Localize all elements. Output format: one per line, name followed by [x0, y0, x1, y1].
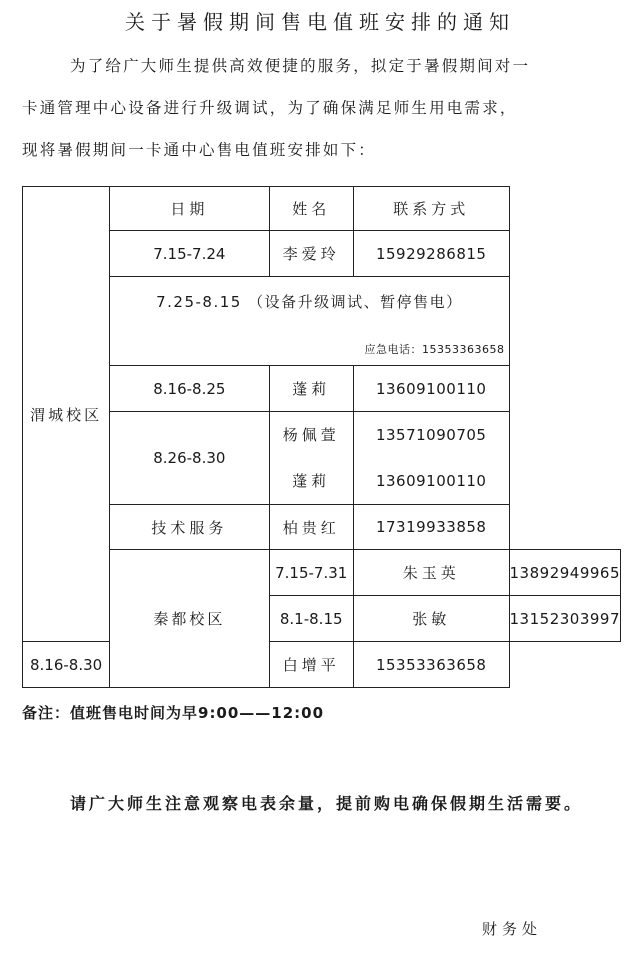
name-line-2: 蓬莉	[292, 472, 331, 490]
intro-line-2: 卡通管理中心设备进行升级调试，为了确保满足师生用电需求，	[22, 99, 518, 117]
notice-title: 关于暑假期间售电值班安排的通知	[125, 10, 515, 34]
name-cell	[269, 412, 353, 505]
table-row	[23, 550, 621, 596]
name-cell: 白增平	[269, 642, 353, 688]
table-row	[23, 412, 621, 505]
date-cell: 8.26-8.30	[110, 412, 269, 505]
name-cell: 蓬莉	[269, 366, 353, 412]
issuing-department: 财务处	[482, 920, 543, 938]
phone-line-1: 13571090705	[375, 426, 487, 444]
phone-cell	[353, 412, 509, 505]
header-contact: 联系方式	[353, 187, 509, 231]
header-name: 姓名	[269, 187, 353, 231]
intro-line-3: 现将暑假期间一卡通中心售电值班安排如下：	[22, 141, 377, 159]
duty-time-note: 备注：值班售电时间为早9:00——12:00	[22, 704, 325, 722]
date-cell: 8.16-8.25	[110, 366, 269, 412]
date-cell: 8.16-8.30	[23, 642, 110, 688]
intro-line-1: 为了给广大师生提供高效便捷的服务，拟定于暑假期间对一	[70, 57, 531, 75]
phone-cell: 15929286815	[353, 231, 509, 277]
emergency-phone: 应急电话：15353363658	[364, 343, 505, 356]
campus-weicheng: 渭城校区	[23, 187, 110, 642]
date-cell: 7.15-7.31	[269, 550, 353, 596]
phone-line-2: 13609100110	[375, 472, 487, 490]
suspension-cell	[110, 277, 509, 366]
duty-schedule-table	[22, 186, 621, 688]
name-cell: 李爱玲	[269, 231, 353, 277]
date-cell: 7.15-7.24	[110, 231, 269, 277]
phone-cell: 13609100110	[353, 366, 509, 412]
phone-cell: 13892949965	[509, 550, 620, 596]
suspension-row	[23, 277, 621, 366]
table-row	[23, 505, 621, 550]
name-cell: 朱玉英	[353, 550, 509, 596]
phone-cell: 13152303997	[509, 596, 620, 642]
name-cell: 张敏	[353, 596, 509, 642]
name-cell: 柏贵红	[269, 505, 353, 550]
phone-cell: 15353363658	[353, 642, 509, 688]
table-header-row	[23, 187, 621, 231]
table-row	[23, 366, 621, 412]
name-line-1: 杨佩萱	[282, 426, 340, 444]
reminder-text: 请广大师生注意观察电表余量，提前购电确保假期生活需要。	[70, 794, 584, 813]
campus-qindu: 秦都校区	[110, 550, 269, 688]
tech-service-cell: 技术服务	[110, 505, 269, 550]
suspension-text: 7.25-8.15 （设备升级调试、暂停售电）	[156, 293, 463, 311]
reminder-paragraph	[22, 780, 622, 828]
table-row	[23, 231, 621, 277]
phone-cell: 17319933858	[353, 505, 509, 550]
header-date: 日期	[110, 187, 269, 231]
date-cell: 8.1-8.15	[269, 596, 353, 642]
